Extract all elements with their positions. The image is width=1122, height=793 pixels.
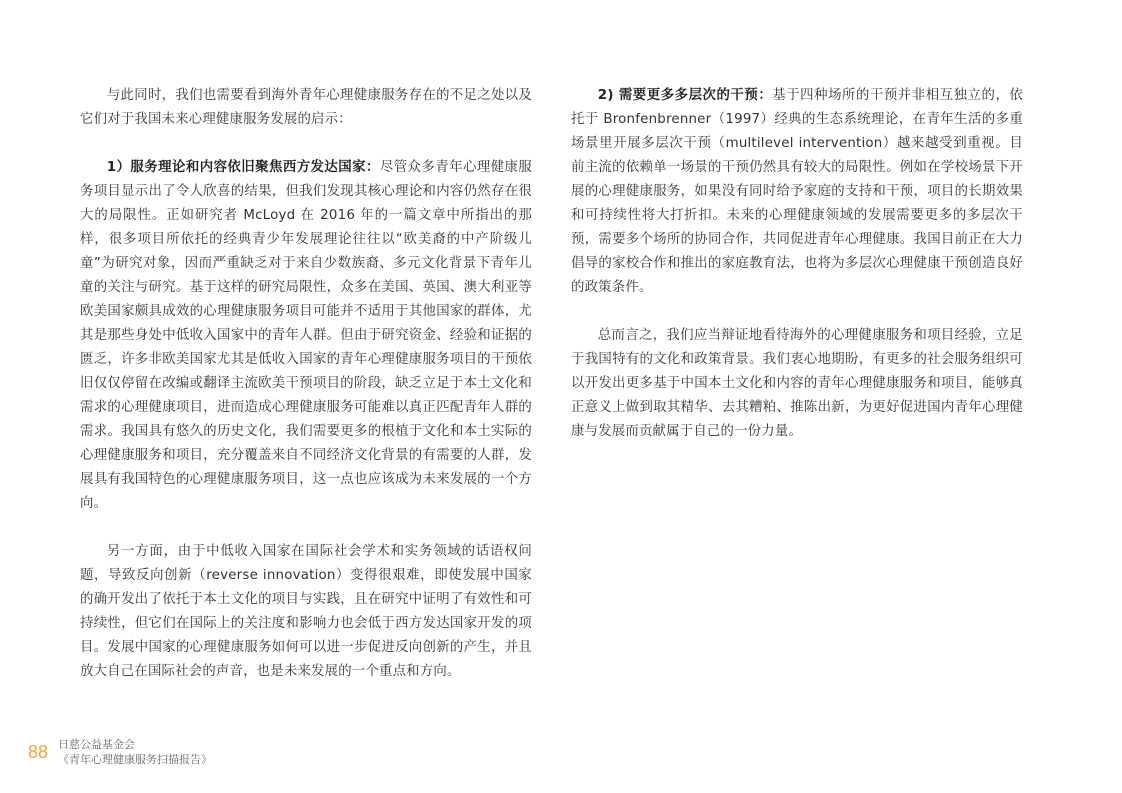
point-2-paragraph — [571, 84, 1023, 300]
footer-text — [58, 737, 212, 767]
organization-name: 日慈公益基金会 — [58, 738, 136, 751]
page-footer — [28, 736, 212, 768]
point-1-body: 尽管众多青年心理健康服务项目显示出了令人欣喜的结果，但我们发现其核心理论和内容仍然存在很大的局限性。正如研究者 McLoyd 在 2016 年的一篇文章中所指出的那样，很多项目所依托的经典青少年发展理论往往以“欧美裔的中产阶级儿童”为研究对象，因而严重缺乏对于来自少数族裔、多元文化背景下青年儿童的关注与研究。基于这样的研究局限性，众多在美国、英国、澳大利亚等欧美国家颇具成效的心理健康服务项目可能并不适用于其他国家的群体，尤其是那些身处中低收入国家中的青年人群。但由于研究资金、经验和证据的匮乏，许多非欧美国家尤其是低收入国家的青年心理健康服务项目的干预依旧仅仅停留在改编或翻译主流欧美干预项目的阶段，缺乏立足于本土文化和需求的心理健康项目，进而造成心理健康服务可能难以真正匹配青年人群的需求。我国具有悠久的历史文化，我们需要更多的根植于文化和本土实际的心理健康服务和项目，充分覆盖来自不同经济文化背景的有需要的人群，发展具有我国特色的心理健康服务项目，这一点也应该成为未来发展的一个方向。 — [80, 160, 532, 511]
point-2-heading: 2) 需要更多多层次的干预： — [597, 88, 773, 103]
point-1-heading: 1）服务理论和内容依旧聚焦西方发达国家： — [106, 160, 380, 175]
page-number: 88 — [28, 742, 49, 762]
point-1-paragraph — [80, 156, 532, 516]
intro-paragraph: 与此同时，我们也需要看到海外青年心理健康服务存在的不足之处以及它们对于我国未来心理健康服务发展的启示： — [80, 88, 532, 127]
point-2-body: 基于四种场所的干预并非相互独立的，依托于 Bronfenbrenner（1997）经典的生态系统理论，在青年生活的多重场景里开展多层次干预（multilevel intervention）越来越受到重视。目前主流的依赖单一场景的干预仍然具有较大的局限性。例如在学校场景下开展的心理健康服务，如果没有同时给予家庭的支持和干预，项目的长期效果和可持续性将大打折扣。未来的心理健康领域的发展需要更多的多层次干预，需要多个场所的协同合作，共同促进青年心理健康。我国目前正在大力倡导的家校合作和推出的家庭教育法，也将为多层次心理健康干预创造良好的政策条件。 — [571, 88, 1023, 295]
report-title: 《青年心理健康服务扫描报告》 — [58, 753, 213, 766]
left-column — [80, 84, 532, 708]
right-column — [571, 84, 1023, 468]
conclusion-paragraph: 总而言之，我们应当辩证地看待海外的心理健康服务和项目经验，立足于我国特有的文化和政策背景。我们衷心地期盼，有更多的社会服务组织可以开发出更多基于中国本土文化和内容的青年心理健康服务和项目，能够真正意义上做到取其精华、去其糟粕、推陈出新，为更好促进国内青年心理健康与发展而贡献属于自己的一份力量。 — [571, 328, 1023, 439]
reverse-innovation-paragraph: 另一方面，由于中低收入国家在国际社会学术和实务领域的话语权问题，导致反向创新（reverse innovation）变得很艰难，即使发展中国家的确开发出了依托于本土文化的项目与实践，且在研究中证明了有效性和可持续性，但它们在国际上的关注度和影响力也会低于西方发达国家开发的项目。发展中国家的心理健康服务如何可以进一步促进反向创新的产生，并且放大自己在国际社会的声音，也是未来发展的一个重点和方向。 — [80, 544, 532, 679]
